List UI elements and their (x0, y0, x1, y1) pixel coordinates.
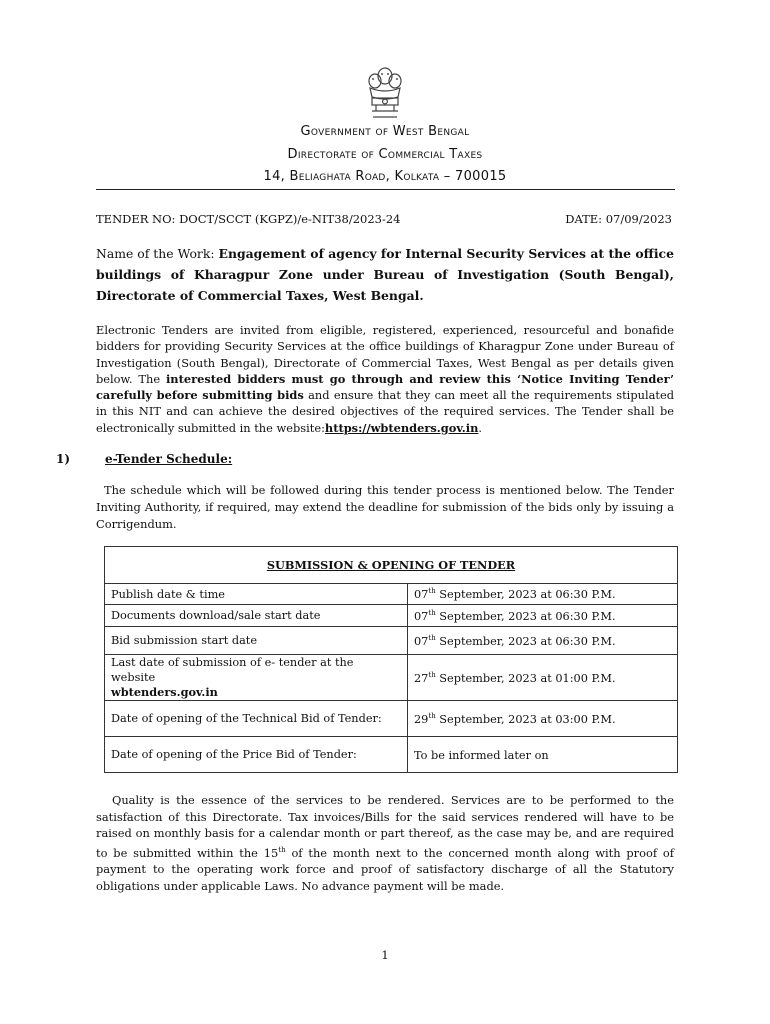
quality-text-1: Quality is the essence of the services to be rendered. Services are to be performed to the satisfaction of this Directorate. Tax invoices/Bills for the said services rendered will have to be raised on monthly basis for a calendar month or part thereof, as the case may be, and are required to be submitted within the 15 (96, 793, 674, 860)
work-description: Engagement of agency for Internal Security Services at the office buildings of Kharagpur Zone under Bureau of Investigation (South Bengal), Directorate of Commercial Taxes, West Bengal. (96, 246, 674, 303)
intro-text-1: Electronic Tenders are invited from eligible, registered, experienced, resourceful and bonafide bidders for providing Security Services at the office buildings of Kharagpur Zone under Bureau of Investigation (South Bengal), Directorate of Commercial Taxes, West Bengal as per details given below. The (96, 323, 674, 386)
name-of-work (96, 243, 674, 306)
work-label: Name of the Work: (96, 246, 215, 261)
schedule-paragraph: The schedule which will be followed during this tender process is mentioned below. The Tender Inviting Authority, if required, may extend the deadline for submission of the bids only by issuing a Corrigendum. (96, 483, 674, 531)
quality-paragraph (96, 792, 674, 894)
row-value: 27th September, 2023 at 01:00 P.M. (408, 655, 678, 701)
tender-website-link[interactable]: https://wbtenders.gov.in (324, 420, 479, 435)
table-row (105, 627, 678, 655)
row-value: To be informed later on (408, 737, 678, 773)
intro-text-2: and ensure that they can meet all the requirements stipulated in this NIT and can achieve the desired objectives of the required services. The Tender shall be electronically submitted in the website: (96, 388, 674, 435)
row-label: Publish date & time (105, 584, 408, 605)
header-divider (96, 189, 675, 190)
row-label: Last date of submission of e- tender at the website wbtenders.gov.in (105, 655, 408, 701)
table-row (105, 737, 678, 773)
quality-text-2: of the month next to the concerned month along with proof of payment to the operating work force and proof of satisfactory discharge of all the Statutory obligations under applicable Laws. No advance payment will be made. (96, 845, 674, 893)
row-value: 07th September, 2023 at 06:30 P.M. (408, 627, 678, 655)
table-row (105, 701, 678, 737)
row-label: Bid submission start date (105, 627, 408, 655)
intro-end: . (478, 420, 482, 435)
tender-date: DATE: 07/09/2023 (565, 212, 672, 226)
table-row (105, 584, 678, 605)
schedule-table (104, 546, 678, 773)
table-title: SUBMISSION & OPENING OF TENDER (105, 547, 678, 584)
table-row (105, 655, 678, 701)
row-value: 07th September, 2023 at 06:30 P.M. (408, 584, 678, 605)
row-label: Documents download/sale start date (105, 605, 408, 627)
intro-bold-text: interested bidders must go through and review this ‘Notice Inviting Tender’ carefully before submitting bids (96, 371, 674, 403)
header-directorate: Directorate of Commercial Taxes (287, 147, 483, 162)
row-value: 29th September, 2023 at 03:00 P.M. (408, 701, 678, 737)
section-number: 1) (56, 452, 71, 466)
header-government: Government of West Bengal (300, 124, 470, 139)
tender-number: TENDER NO: DOCT/SCCT (KGPZ)/e-NIT38/2023-24 (96, 212, 401, 226)
row-label: Date of opening of the Technical Bid of Tender: (105, 701, 408, 737)
section-title: e-Tender Schedule: (105, 452, 233, 466)
header-address: 14, Beliaghata Road, Kolkata – 700015 (263, 169, 507, 184)
page-number: 1 (381, 948, 389, 962)
row-value: 07th September, 2023 at 06:30 P.M. (408, 605, 678, 627)
row-label: Date of opening of the Price Bid of Tender: (105, 737, 408, 773)
state-emblem-icon (364, 64, 406, 122)
table-row (105, 605, 678, 627)
quality-sup: th (278, 845, 286, 854)
intro-paragraph (96, 322, 674, 436)
